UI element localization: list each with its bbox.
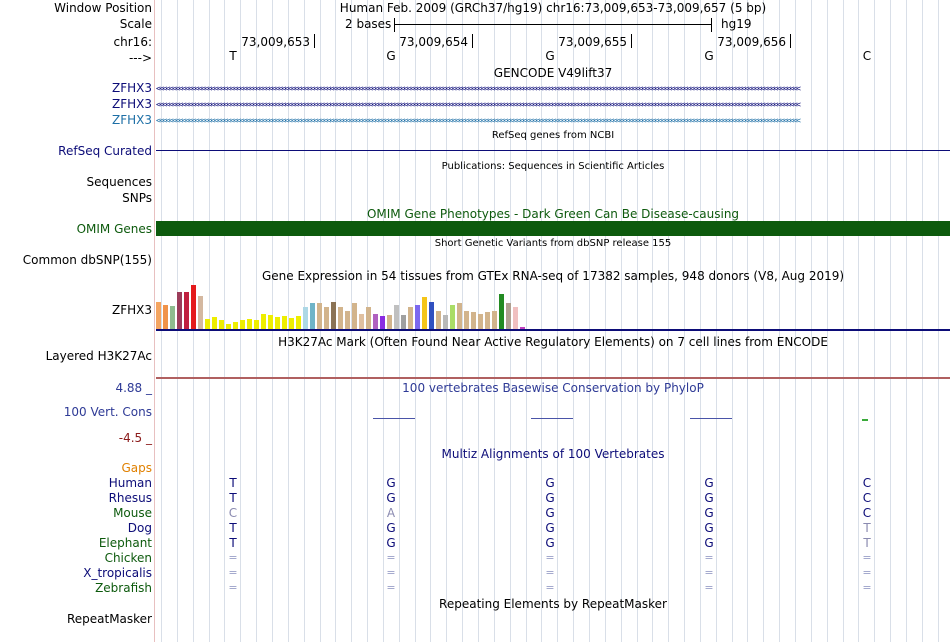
ruler-position-label: 73,009,654	[399, 35, 468, 49]
gridline	[763, 0, 764, 642]
gridline	[605, 0, 606, 642]
cons-title: 100 vertebrates Basewise Conservation by PhyloP	[402, 381, 704, 395]
cons-label[interactable]: 100 Vert. Cons	[63, 405, 152, 419]
species-label[interactable]: Human	[108, 476, 152, 490]
ruler-position-label: 73,009,655	[558, 35, 627, 49]
gtex-tissue-bar[interactable]	[310, 303, 315, 329]
alignment-base: C	[862, 476, 872, 490]
species-label[interactable]: Chicken	[104, 551, 152, 565]
sequences-label[interactable]: Sequences	[86, 175, 152, 189]
scale-text: 2 bases	[345, 17, 392, 31]
dbsnp-title: Short Genetic Variants from dbSNP release 155	[434, 238, 672, 249]
gtex-tissue-bar[interactable]	[436, 311, 441, 329]
alignment-base: C	[862, 491, 872, 505]
gencode-transcript-line[interactable]: <<<<<<<<<<<<<<<<<<<<<<<<<<<<<<<<<<<<<<<<<<<<<<<<<<<<<<<<<<<<<<<<<<<<<<<<<<<<<<<<<<<<<<<<<<<<<<<<<<<<<<<<<<<<<<<<<<<<<<<<<<<<<<<<<<<<<<<<<<<<<<<<<<<<<<<<<<<<<<<<<<<<<<<<<<<<<<<<<<<<<<<<<<<<<<<<<<<<<<<<	[156, 100, 800, 109]
reference-base: T	[229, 49, 237, 63]
alignment-base: G	[704, 476, 714, 490]
alignment-base: G	[386, 491, 396, 505]
gridline	[589, 0, 590, 642]
scale-label: Scale	[119, 17, 152, 31]
gtex-tissue-bar[interactable]	[254, 320, 259, 329]
gtex-tissue-bar[interactable]	[443, 315, 448, 329]
refseq-gene-line[interactable]	[156, 150, 950, 151]
gtex-tissue-bar[interactable]	[163, 305, 168, 329]
multiz-title: Multiz Alignments of 100 Vertebrates	[441, 447, 665, 461]
gridline	[795, 0, 796, 642]
alignment-base: G	[545, 506, 555, 520]
alignment-base: T	[229, 536, 237, 550]
refseq-title: RefSeq genes from NCBI	[491, 130, 615, 141]
gtex-tissue-bar[interactable]	[205, 319, 210, 329]
alignment-base: =	[862, 581, 872, 594]
cons-min-label: -4.5 _	[118, 431, 152, 445]
gtex-tissue-bar[interactable]	[359, 314, 364, 329]
alignment-base: =	[386, 566, 396, 579]
gtex-tissue-bar[interactable]	[198, 296, 203, 329]
alignment-base: =	[228, 581, 238, 594]
gridline	[684, 0, 685, 642]
alignment-base: =	[704, 551, 714, 564]
gridline	[890, 0, 891, 642]
alignment-base: G	[545, 476, 555, 490]
alignment-base: T	[229, 476, 237, 490]
gencode-transcript-line[interactable]: <<<<<<<<<<<<<<<<<<<<<<<<<<<<<<<<<<<<<<<<<<<<<<<<<<<<<<<<<<<<<<<<<<<<<<<<<<<<<<<<<<<<<<<<<<<<<<<<<<<<<<<<<<<<<<<<<<<<<<<<<<<<<<<<<<<<<<<<<<<<<<<<<<<<<<<<<<<<<<<<<<<<<<<<<<<<<<<<<<<<<<<<<<<<<<<<<<<<<<<<	[156, 84, 800, 93]
gtex-tissue-bar[interactable]	[212, 317, 217, 329]
reference-base: G	[545, 49, 555, 63]
ruler-tick	[790, 34, 791, 48]
gtex-tissue-bar[interactable]	[233, 322, 238, 329]
gtex-tissue-bar[interactable]	[156, 302, 161, 329]
alignment-base: T	[863, 521, 871, 535]
species-label[interactable]: X_tropicalis	[83, 566, 152, 580]
omim-gene-bar[interactable]	[156, 221, 950, 236]
gtex-tissue-bar[interactable]	[338, 307, 343, 329]
ruler-position-label: 73,009,656	[717, 35, 786, 49]
alignment-base: =	[228, 566, 238, 579]
publications-title: Publications: Sequences in Scientific Articles	[441, 161, 665, 172]
window-position-label: Window Position	[54, 1, 152, 15]
alignment-base: G	[545, 521, 555, 535]
gtex-tissue-bar[interactable]	[296, 316, 301, 329]
alignment-base: G	[704, 491, 714, 505]
gridline	[668, 0, 669, 642]
gridline	[843, 0, 844, 642]
gtex-tissue-bar[interactable]	[261, 314, 266, 329]
alignment-base: G	[704, 536, 714, 550]
gtex-title: Gene Expression in 54 tissues from GTEx RNA-seq of 17382 samples, 948 donors (V8, Aug 2019)	[261, 269, 845, 283]
ruler-tick	[314, 34, 315, 48]
gtex-tissue-bar[interactable]	[464, 311, 469, 329]
gtex-tissue-bar[interactable]	[352, 303, 357, 329]
gtex-baseline	[156, 329, 950, 331]
cons-score-mark	[690, 418, 732, 419]
gencode-title: GENCODE V49lift37	[493, 66, 613, 80]
scale-bar-right-tick	[711, 18, 712, 32]
gtex-tissue-bar[interactable]	[373, 314, 378, 329]
species-label[interactable]: Rhesus	[108, 491, 152, 505]
alignment-base: =	[545, 581, 555, 594]
alignment-base: =	[704, 581, 714, 594]
alignment-base: T	[863, 536, 871, 550]
gridline	[779, 0, 780, 642]
scale-bar-left-tick	[394, 18, 395, 32]
gtex-tissue-bar[interactable]	[324, 307, 329, 329]
gtex-tissue-bar[interactable]	[331, 302, 336, 329]
alignment-base: G	[545, 536, 555, 550]
gtex-tissue-bar[interactable]	[478, 314, 483, 329]
alignment-base: G	[386, 521, 396, 535]
gtex-bar-chart[interactable]	[156, 284, 556, 329]
gridline	[938, 0, 939, 642]
h3k27ac-title: H3K27Ac Mark (Often Found Near Active Regulatory Elements) on 7 cell lines from ENCODE	[278, 335, 828, 349]
repeatmasker-title: Repeating Elements by RepeatMasker	[439, 597, 667, 611]
gtex-tissue-bar[interactable]	[184, 292, 189, 329]
gtex-tissue-bar[interactable]	[317, 303, 322, 329]
gridline	[747, 0, 748, 642]
chrom-label: chr16:	[113, 35, 152, 49]
assembly-position-text[interactable]: Human Feb. 2009 (GRCh37/hg19) chr16:73,009,653-73,009,657 (5 bp)	[339, 1, 767, 15]
scale-bar	[394, 24, 712, 25]
gridline	[811, 0, 812, 642]
alignment-base: G	[704, 521, 714, 535]
gridline	[573, 0, 574, 642]
ruler-tick	[631, 34, 632, 48]
gencode-transcript-line[interactable]: <<<<<<<<<<<<<<<<<<<<<<<<<<<<<<<<<<<<<<<<<<<<<<<<<<<<<<<<<<<<<<<<<<<<<<<<<<<<<<<<<<<<<<<<<<<<<<<<<<<<<<<<<<<<<<<<<<<<<<<<<<<<<<<<<<<<<<<<<<<<<<<<<<<<<<<<<<<<<<<<<<<<<<<<<<<<<<<<<<<<<<<<<<<<<<<<<<<<<<<<	[156, 116, 800, 125]
alignment-base: C	[228, 506, 238, 520]
alignment-base: G	[386, 536, 396, 550]
ruler-position-label: 73,009,653	[241, 35, 310, 49]
alignment-base: G	[386, 476, 396, 490]
gridline	[827, 0, 828, 642]
gtex-tissue-bar[interactable]	[240, 320, 245, 329]
species-label[interactable]: Dog	[127, 521, 152, 535]
gridline	[637, 0, 638, 642]
gtex-tissue-bar[interactable]	[219, 320, 224, 329]
gridline	[906, 0, 907, 642]
gtex-tissue-bar[interactable]	[303, 307, 308, 329]
reference-base: C	[862, 49, 872, 63]
alignment-base: =	[545, 551, 555, 564]
cons-score-mark	[373, 418, 415, 419]
alignment-base: T	[229, 491, 237, 505]
gtex-tissue-bar[interactable]	[268, 315, 273, 329]
alignment-base: =	[862, 566, 872, 579]
ruler-tick	[472, 34, 473, 48]
gtex-tissue-bar[interactable]	[457, 303, 462, 329]
gtex-tissue-bar[interactable]	[513, 307, 518, 329]
gtex-tissue-bar[interactable]	[415, 305, 420, 329]
gridline	[922, 0, 923, 642]
gtex-tissue-bar[interactable]	[401, 315, 406, 329]
alignment-base: =	[228, 551, 238, 564]
gtex-tissue-bar[interactable]	[471, 312, 476, 329]
alignment-base: =	[862, 551, 872, 564]
snps-label[interactable]: SNPs	[122, 191, 152, 205]
db-text: hg19	[721, 17, 752, 31]
label-divider	[154, 0, 155, 642]
alignment-base: A	[386, 506, 396, 520]
alignment-base: G	[704, 506, 714, 520]
reference-base: G	[386, 49, 396, 63]
omim-label[interactable]: OMIM Genes	[76, 222, 152, 236]
gtex-tissue-bar[interactable]	[289, 318, 294, 329]
h3k27ac-label[interactable]: Layered H3K27Ac	[45, 349, 152, 363]
reference-base: G	[704, 49, 714, 63]
gencode-transcript-label[interactable]: ZFHX3	[111, 81, 152, 95]
alignment-base: C	[862, 506, 872, 520]
gtex-label[interactable]: ZFHX3	[111, 303, 152, 317]
h3k27ac-signal-line	[156, 377, 950, 379]
gencode-transcript-label[interactable]: ZFHX3	[111, 113, 152, 127]
strand-label: --->	[128, 51, 152, 65]
refseq-label[interactable]: RefSeq Curated	[58, 144, 152, 158]
gaps-label: Gaps	[121, 461, 152, 475]
gtex-tissue-bar[interactable]	[247, 319, 252, 329]
gridline	[621, 0, 622, 642]
cons-max-label: 4.88 _	[115, 381, 152, 395]
species-label[interactable]: Zebrafish	[95, 581, 152, 595]
gtex-tissue-bar[interactable]	[492, 311, 497, 329]
gtex-tissue-bar[interactable]	[170, 306, 175, 329]
alignment-base: T	[229, 521, 237, 535]
gtex-tissue-bar[interactable]	[485, 312, 490, 329]
gtex-tissue-bar[interactable]	[387, 315, 392, 329]
alignment-base: =	[545, 566, 555, 579]
gtex-tissue-bar[interactable]	[345, 311, 350, 329]
alignment-base: =	[386, 581, 396, 594]
cons-score-mark	[531, 418, 573, 419]
gridline	[732, 0, 733, 642]
gtex-tissue-bar[interactable]	[275, 317, 280, 329]
gtex-tissue-bar[interactable]	[394, 305, 399, 329]
gencode-transcript-label[interactable]: ZFHX3	[111, 97, 152, 111]
species-label[interactable]: Mouse	[113, 506, 152, 520]
species-label[interactable]: Elephant	[98, 536, 152, 550]
gtex-tissue-bar[interactable]	[450, 305, 455, 329]
omim-title: OMIM Gene Phenotypes - Dark Green Can Be Disease-causing	[366, 207, 740, 221]
repeatmasker-label[interactable]: RepeatMasker	[66, 612, 152, 626]
gtex-tissue-bar[interactable]	[499, 294, 504, 329]
gtex-tissue-bar[interactable]	[408, 307, 413, 329]
gtex-tissue-bar[interactable]	[380, 316, 385, 329]
gtex-tissue-bar[interactable]	[429, 302, 434, 329]
gtex-tissue-bar[interactable]	[506, 303, 511, 329]
alignment-base: =	[386, 551, 396, 564]
alignment-base: =	[704, 566, 714, 579]
gtex-tissue-bar[interactable]	[282, 316, 287, 329]
alignment-base: G	[545, 491, 555, 505]
gtex-tissue-bar[interactable]	[191, 285, 196, 329]
gtex-tissue-bar[interactable]	[366, 307, 371, 329]
gtex-tissue-bar[interactable]	[177, 292, 182, 329]
cons-score-mark	[862, 419, 868, 421]
dbsnp-label[interactable]: Common dbSNP(155)	[22, 253, 152, 267]
gridline	[652, 0, 653, 642]
gtex-tissue-bar[interactable]	[422, 297, 427, 329]
